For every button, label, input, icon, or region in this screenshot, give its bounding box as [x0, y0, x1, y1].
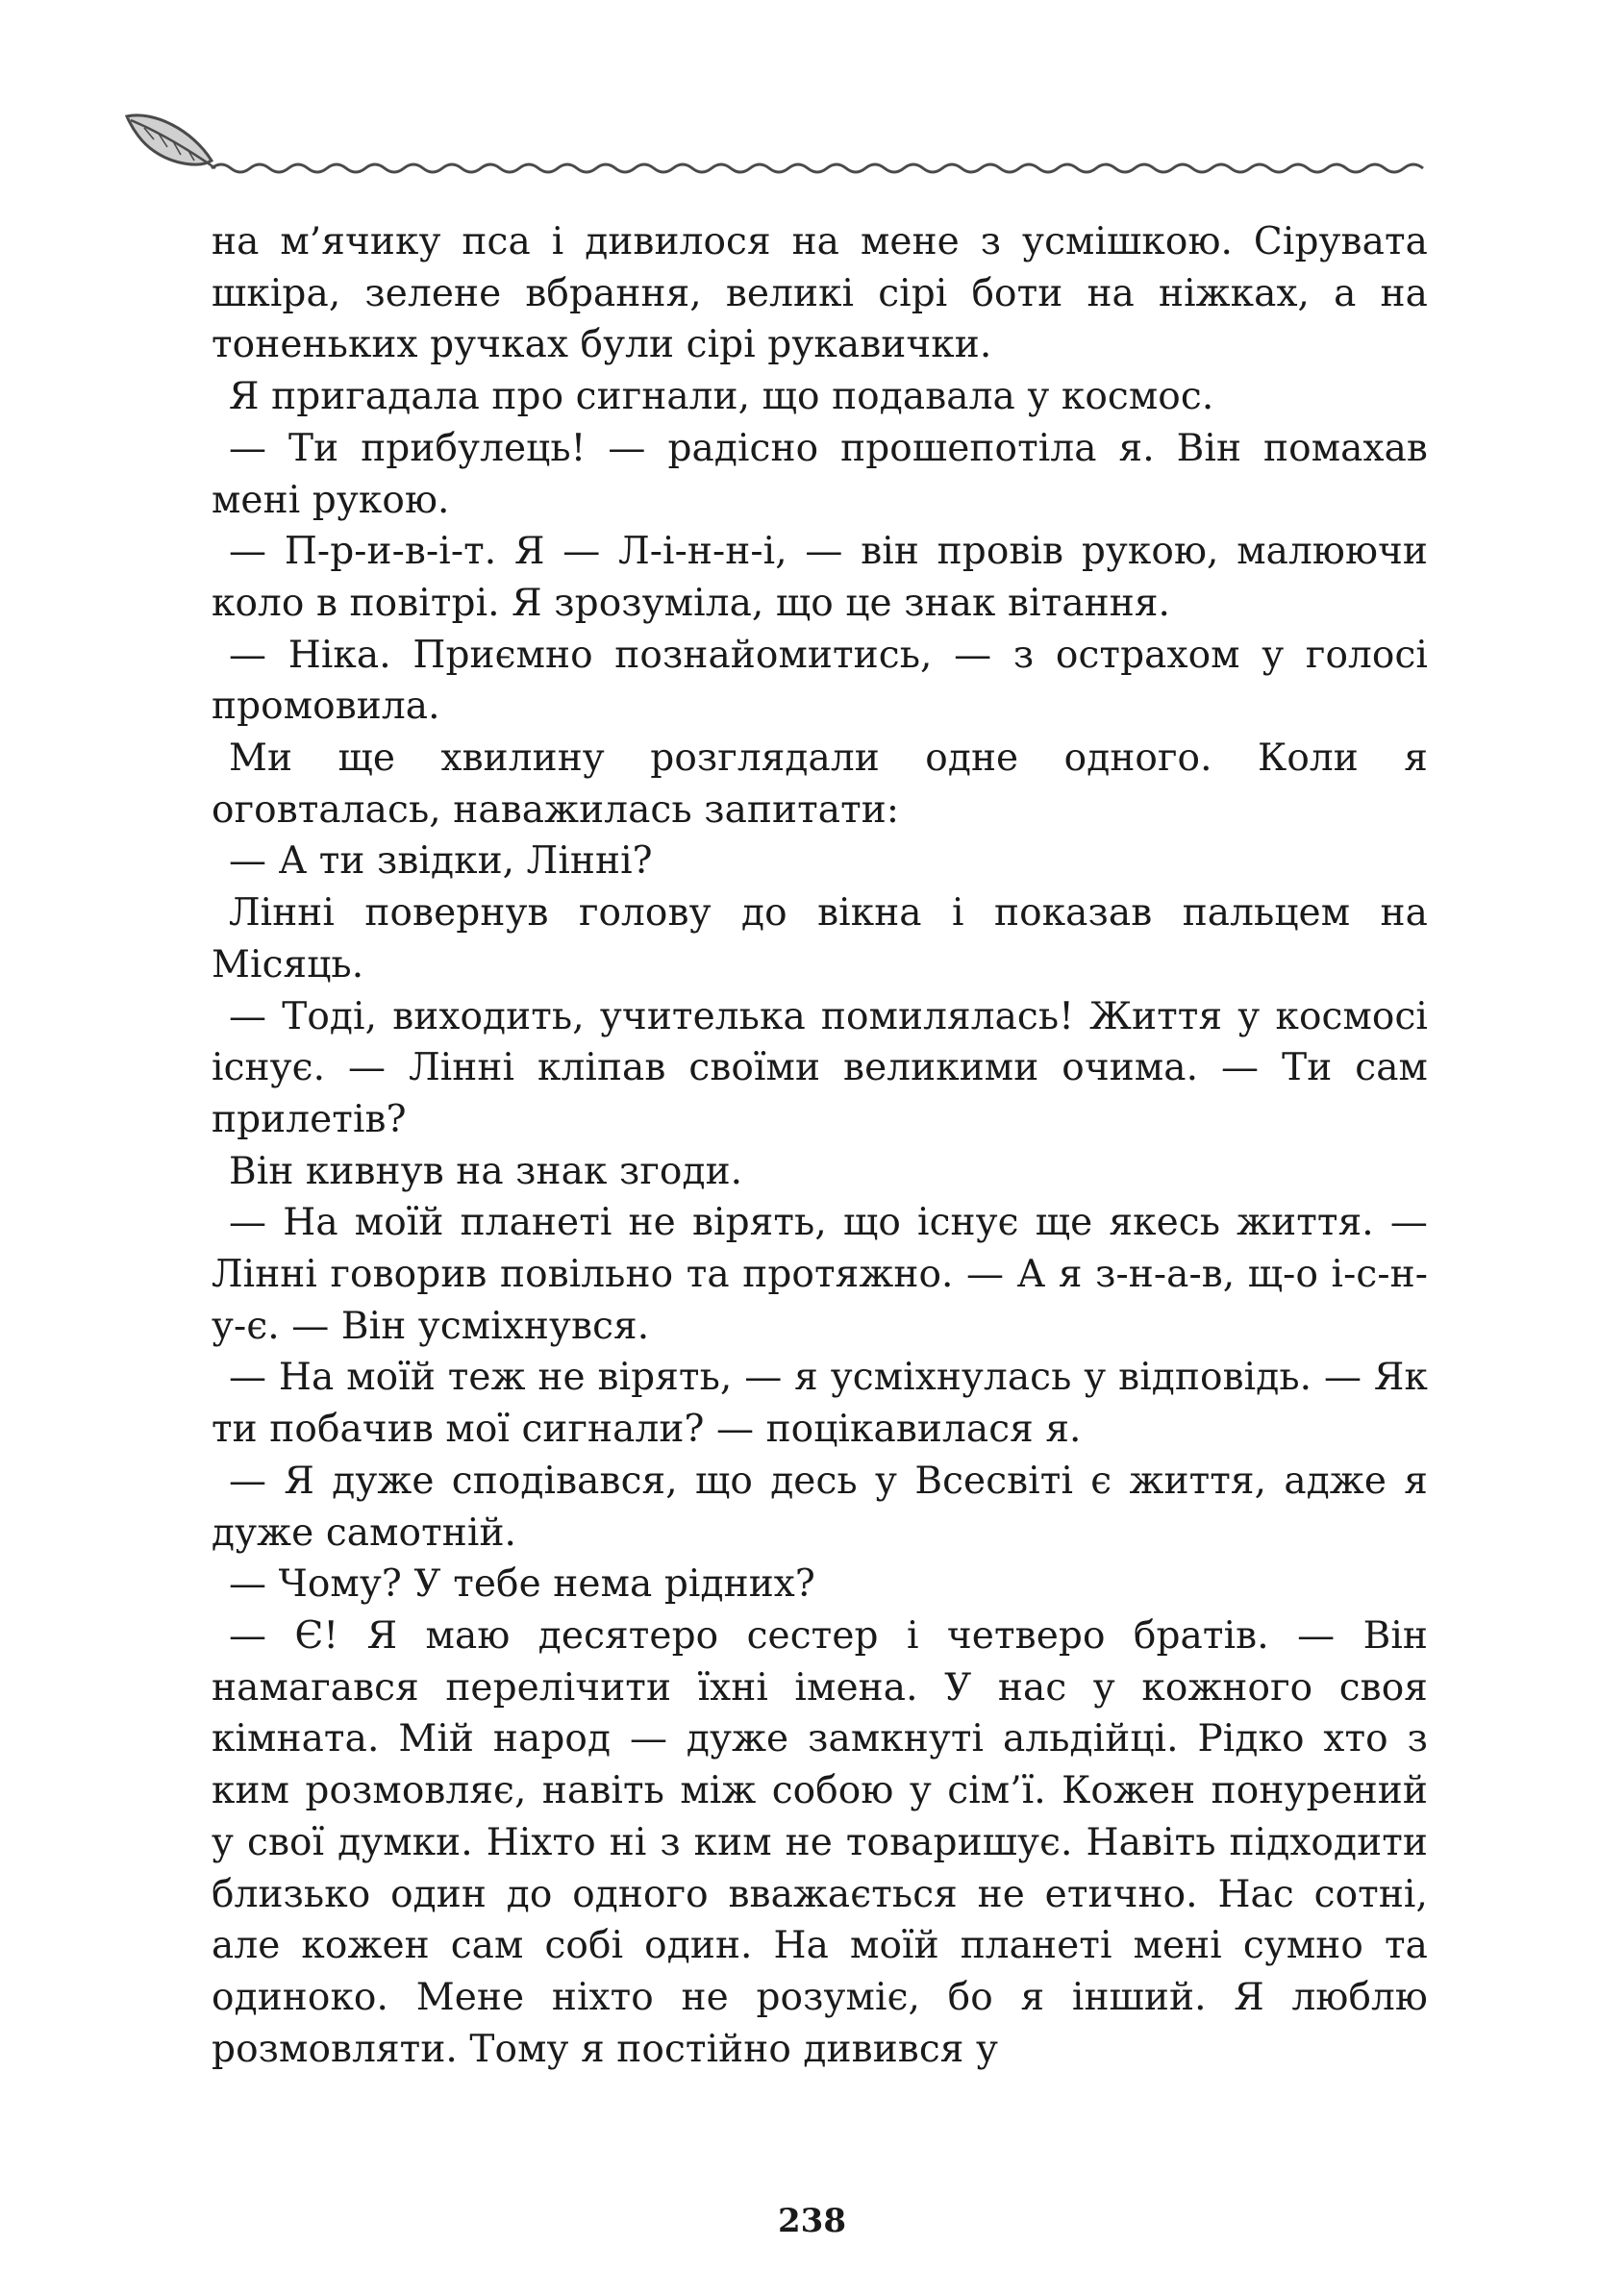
paragraph: на м’ячику пса і дивилося на мене з усмішкою. Сірувата шкіра, зелене вбрання, великі сірі боти на ніжках, а на тоненьких ручках були сірі рукавички. [212, 220, 1428, 367]
paragraph: Лінні повернув голову до вікна і показав пальцем на Місяць. [212, 891, 1428, 986]
feather-icon [127, 115, 215, 168]
paragraph: Ми ще хвилину розглядали одне одного. Коли я оговталась, наважилась запитати: [212, 737, 1428, 832]
wavy-divider [212, 164, 1423, 172]
paragraph: — На моїй теж не вірять, — я усміхнулась у відповідь. — Як ти побачив мої сигнали? — поцікавилася я. [212, 1356, 1428, 1452]
paragraph: — А ти звідки, Лінні? [229, 839, 653, 884]
paragraph: Він кивнув на знак згоди. [229, 1149, 743, 1193]
paragraph: — Чому? У тебе нема рідних? [229, 1562, 815, 1607]
paragraph: — Ти прибулець! — радісно прошепотіла я. Він помахав мені рукою. [212, 426, 1428, 522]
page-number: 238 [778, 2202, 846, 2240]
paragraph: Я пригадала про сигнали, що подавала у космос. [229, 375, 1214, 419]
paragraph: — Тоді, виходить, учителька помилялась! Життя у космосі існує. — Лінні кліпав своїми великими очима. — Ти сам прилетів? [212, 994, 1428, 1141]
paragraph: — П-р-и-в-і-т. Я — Л-і-н-н-і, — він провів рукою, малюючи коло в повітрі. Я зрозуміла, що це знак вітання. [212, 530, 1428, 625]
paragraph: — Я дуже сподівався, що десь у Всесвіті є життя, адже я дуже самотній. [212, 1459, 1428, 1555]
body-text [212, 216, 1428, 2075]
paragraph: — На моїй планеті не вірять, що існує ще якесь життя. — Лінні говорив повільно та протяжно. — А я з-н-а-в, щ-о і-с-н-у-є. — Він усміхнувся. [212, 1201, 1428, 1348]
paragraph: — Ніка. Приємно познайомитись, — з острахом у голосі промовила. [212, 633, 1428, 729]
paragraph: — Є! Я маю десятеро сестер і четверо братів. — Він намагався перелічити їхні імена. У нас у кожного своя кімната. Мій народ — дуже замкнуті альдійці. Рідко хто з ким розмовляє, навіть між собою у сім’ї. Кожен понурений у свої думки. Ніхто ні з ким не товаришує. Навіть підходити близько один до одного вважається не етично. Нас сотні, але кожен сам собі один. На моїй планеті мені сумно та одиноко. Мене ніхто не розуміє, бо я інший. Я люблю розмовляти. Тому я постійно дивився у [212, 1613, 1428, 2071]
header-ornament [115, 101, 1442, 197]
